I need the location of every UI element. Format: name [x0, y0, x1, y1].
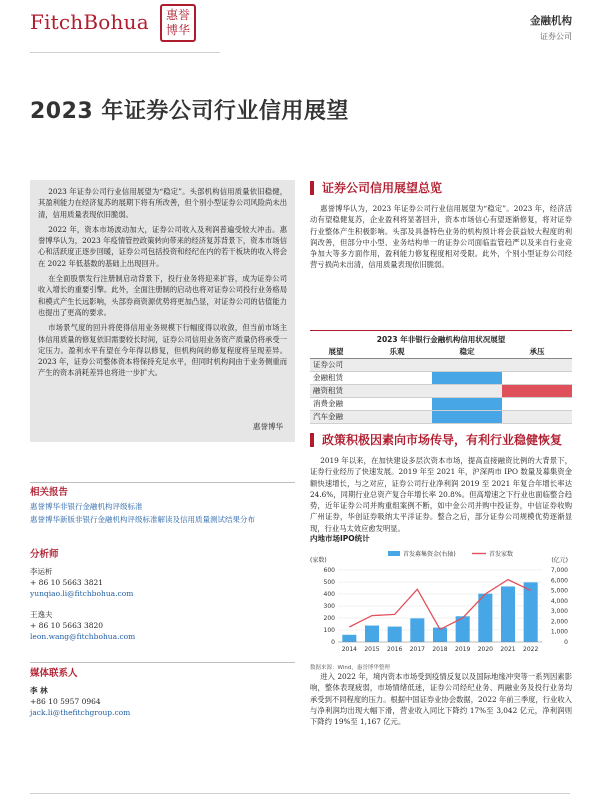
category-label: 金融机构: [530, 15, 572, 27]
table-row: [310, 397, 572, 410]
outlook-cell: [502, 410, 572, 423]
outlook-cell: [502, 358, 572, 371]
logo-seal: [160, 4, 196, 42]
outlook-cell: [432, 384, 502, 397]
y-label-right: (亿元): [551, 557, 568, 564]
summary-box: [30, 180, 295, 442]
table-header: 乐观: [362, 345, 432, 358]
summary-paragraph: 在全面股票发行注册制启动背景下，投行业务将迎来扩容，成为证券公司收入增长的重要引擎。此外，全面注册制的启动也将对证券公司投行业务格局和模式产生长远影响，头部券商资源优势将更加凸显，对证券公司的估值能力也提出了更高的要求。: [38, 274, 287, 317]
section-2022: [310, 671, 572, 727]
legend-swatch-bar: [388, 551, 400, 556]
media-phone: +86 10 5957 0964: [30, 697, 101, 706]
x-tick: 2020: [477, 646, 493, 653]
outlook-cell: [502, 371, 572, 384]
ipo-chart: [310, 533, 572, 671]
y-tick-right: 4,000: [550, 597, 568, 605]
outlook-grid: [310, 345, 572, 424]
page-title: 2023 年证券公司行业信用展望: [30, 99, 349, 124]
seal-text: 惠誉博华: [165, 8, 190, 37]
outlook-cell: [432, 397, 502, 410]
y-tick-right: 0: [564, 639, 568, 646]
header-divider: [30, 52, 220, 53]
bar: [365, 626, 379, 642]
media-heading: 媒体联系人: [30, 668, 78, 679]
x-tick: 2017: [409, 646, 425, 653]
y-tick-right: 2,000: [550, 618, 568, 626]
y-tick-right: 6,000: [550, 577, 568, 585]
related-link[interactable]: 惠誉博华非银行金融机构评级标准: [30, 502, 143, 511]
media-contact: [30, 668, 295, 718]
legend-label: 首发募集资金(右轴): [403, 551, 456, 558]
bar: [342, 635, 356, 642]
table-row-label: 消费金融: [310, 397, 362, 410]
footer-divider: [30, 793, 570, 794]
chart-canvas: [310, 544, 572, 659]
analysts-heading: 分析师: [30, 549, 59, 560]
y-tick-right: 1,000: [550, 628, 568, 636]
x-tick: 2019: [455, 646, 471, 653]
outlook-cell: [362, 358, 432, 371]
outlook-cell: [432, 371, 502, 384]
analyst-phone: + 86 10 5663 3821: [30, 578, 104, 587]
bar: [478, 594, 492, 642]
related-heading: 相关报告: [30, 487, 69, 498]
outlook-cell: [502, 397, 572, 410]
fitchbohua-logo: FitchBohua: [30, 10, 149, 34]
media-email[interactable]: jack.li@thefitchgroup.com: [30, 708, 131, 717]
table-row-label: 融资租赁: [310, 384, 362, 397]
analyst-email[interactable]: yunqiao.li@fitchbohua.com: [30, 589, 134, 598]
summary-paragraph: 2022 年，资本市场波动加大，证券公司收入及利润普遍受较大冲击。惠誉博华认为，2023 年疫情管控政策转向带来的经济复苏背景下，资本市场信心和活跃度正逐步回暖，证券公司包括投资和经纪在内的若干板块的收入将会在 2022 年低基数的基础上出现回升。: [38, 224, 287, 268]
section-paragraph: 2019 年以来，在加快建设多层次资本市场，提高直接融资比例的大背景下，证券行业经历了快速发展。2019 年至 2021 年，沪深两市 IPO 数量及募集资金额快速增长，与之对应，证券公司行业净利润 2019 至 2021 年复合年增长率达 24.6%，同期行业总资产复合年增长率 20.8%。但高增速之下行业也面临整合趋势，近年证券公司并购重组案例不断，如中金公司并购中投证券，中信证券收购广州证券，华创证券吸纳太平洋证券。整合之后，部分证券公司规模优势逐渐显现，行业马太效应愈发明显。: [310, 456, 572, 533]
analyst-name: 王逸夫: [30, 610, 53, 619]
subcategory-label: 证券公司: [540, 32, 572, 41]
y-tick-left: 200: [323, 615, 335, 622]
x-tick: 2022: [523, 646, 539, 653]
table-header: 展望: [310, 345, 362, 358]
chart-title: 内地市场IPO统计: [310, 534, 370, 543]
media-name: 李 林: [30, 686, 48, 695]
outlook-cell: [362, 384, 432, 397]
bar: [524, 582, 538, 642]
y-tick-left: 0: [331, 639, 335, 646]
header-category: [530, 13, 572, 42]
outlook-cell: [432, 358, 502, 371]
analyst-email[interactable]: leon.wang@fitchbohua.com: [30, 632, 136, 641]
summary-signature: 惠誉博华: [253, 421, 283, 431]
related-link[interactable]: 惠誉博华新版非银行金融机构评级标准解读及信用质量测试结果分布: [30, 515, 255, 524]
legend-label: 首发家数: [489, 551, 514, 558]
table-row-label: 金融租赁: [310, 371, 362, 384]
outlook-table: [310, 330, 572, 424]
y-tick-left: 500: [323, 579, 335, 586]
table-row: [310, 371, 572, 384]
related-reports: [30, 487, 295, 525]
y-tick-left: 400: [323, 591, 335, 598]
table-header-row: [310, 345, 572, 358]
y-tick-right: 3,000: [550, 608, 568, 616]
analyst-name: 李运析: [30, 567, 53, 576]
outlook-cell: [362, 410, 432, 423]
y-tick-left: 100: [323, 627, 335, 634]
table-header: 承压: [502, 345, 572, 358]
x-tick: 2018: [432, 646, 448, 653]
y-tick-left: 300: [323, 603, 335, 610]
table-header: 稳定: [432, 345, 502, 358]
table-row-label: 汽车金融: [310, 410, 362, 423]
outlook-cell: [362, 397, 432, 410]
bar: [388, 627, 402, 642]
x-tick: 2015: [364, 646, 380, 653]
bar: [501, 586, 515, 642]
analyst-phone: + 86 10 5663 3820: [30, 621, 104, 630]
outlook-cell: [362, 371, 432, 384]
chart-source: 数据来源：Wind，惠誉博华整理: [310, 665, 390, 671]
section-paragraph: 进入 2022 年，境内资本市场受到疫情反复以及国际地缘冲突等一系列因素影响，整体表现疲弱，市场情绪低迷，证券公司经纪业务、两融业务及投行业务均承受到不同程度的压力。根据中国证券业协会数据，2022 年前三季度，行业收入与净利润均出现大幅下滑，营业收入同比下降约 17%至 3,042 亿元，净利润则下降约 19%至 1,167 亿元。: [310, 672, 572, 727]
table-row-label: 证券公司: [310, 358, 362, 371]
divider: [30, 482, 295, 483]
section-heading: 证券公司信用展望总览: [310, 181, 572, 195]
y-tick-right: 7,000: [550, 567, 568, 574]
analysts: [30, 549, 295, 642]
summary-paragraph: 2023 年证券公司行业信用展望为“稳定”。头部机构信用质量依旧稳健，其盈利能力在经济复苏的展期下将有所改善，但个别小型证券公司风险尚未出清，信用质量表现依旧脆弱。: [38, 187, 287, 219]
y-tick-left: 600: [323, 567, 335, 574]
y-label-left: (家数): [310, 557, 327, 564]
outlook-cell: [432, 410, 502, 423]
section-policy: [310, 433, 572, 534]
y-tick-right: 5,000: [550, 587, 568, 595]
x-tick: 2014: [341, 646, 357, 653]
section-paragraph: 惠誉博华认为，2023 年证券公司行业信用展望为“稳定”。2023 年，经济活动有望稳健复苏，企业盈利将显著回升，资本市场信心有望逐渐修复，将对证券行业整体产生积极影响。头部及具备特色业务的机构预计将会获益较大程度的利润改善，但部分中小型、业务结构单一的证券公司面临监管趋严以及来自行业竞争加大等多方面作用，盈利能力修复程度相对受限。此外，个别小型证券公司经营亏损尚未出清，信用质量表现依旧脆弱。: [310, 204, 572, 270]
outlook-cell: [502, 384, 572, 397]
bar: [410, 618, 424, 642]
table-row: [310, 410, 572, 423]
summary-paragraph: 市场景气度的回升将使得信用业务规模下行幅度得以收敛，但当前市场主体信用质量的修复依旧需要较长时间，证券公司信用业务资产质量仍将承受一定压力。盈利水平有望在今年得以修复，但机构间的修复程度将呈现差异。2023 年，证券公司整体资本将保持充足水平，但同时机构间由于业务侧重而产生的资本消耗差异也将进一步扩大。: [38, 323, 287, 378]
table-title: 2023 年非银行金融机构信用状况展望: [310, 330, 572, 345]
section-heading: 政策积极因素向市场传导，有利行业稳健恢复: [310, 433, 572, 447]
table-row: [310, 384, 572, 397]
section-outlook-overview: [310, 181, 572, 271]
x-tick: 2021: [500, 646, 516, 653]
divider: [30, 662, 295, 663]
x-tick: 2016: [387, 646, 403, 653]
table-row: [310, 358, 572, 371]
